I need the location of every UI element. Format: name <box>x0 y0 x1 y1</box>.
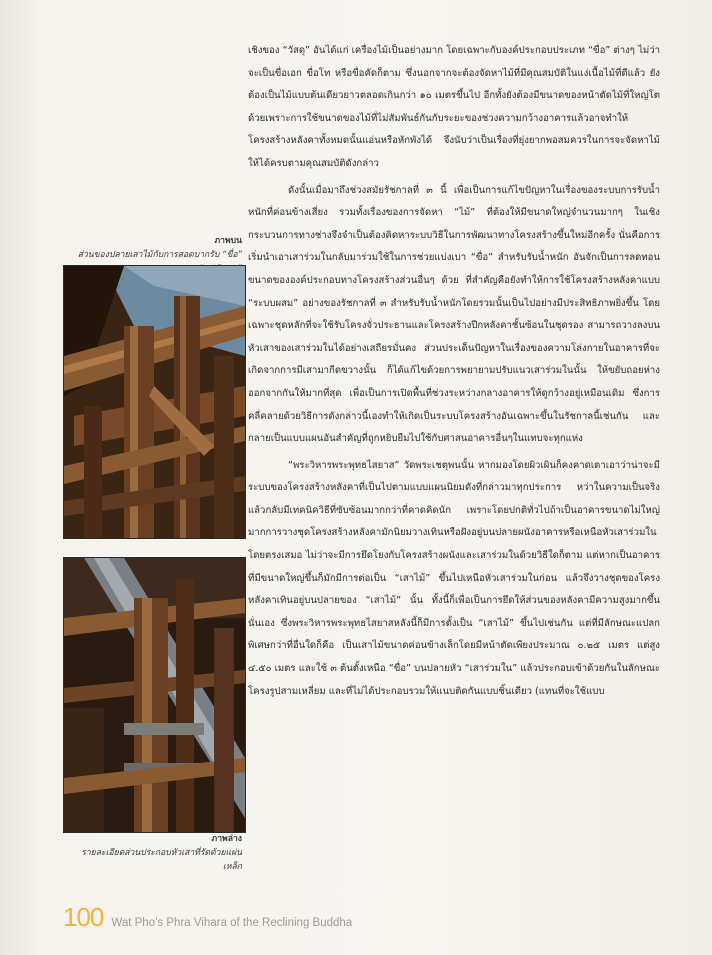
running-title: Wat Pho’s Phra Vihara of the Reclining Buddha <box>111 917 353 929</box>
page-footer <box>63 902 352 932</box>
photo-top-roof-beams <box>63 265 246 539</box>
photo-top-illustration <box>64 266 245 538</box>
main-body-text <box>248 40 660 703</box>
photo-bottom-post-detail <box>63 557 246 833</box>
caption-bottom <box>70 832 242 874</box>
caption-bottom-text: รายละเอียดส่วนประกอบหัวเสาที่รัดด้วยแผ่นเหล็ก <box>81 848 242 872</box>
paragraph-2: ดังนั้นเมื่อมาถึงช่วงสมัยรัชกาลที่ ๓ นี้ เพื่อเป็นการแก้ไขปัญหาในเรื่องของระบบการรับน้ำหนักที่ค่อนข้างเสี่ยง รวมทั้งเรื่องของการจัดหา “ไม้” ที่ต้องให้มีขนาดใหญ่จำนวนมากๆ ในเชิงกระบวนการทางช่างจึงจำเป็นต้องคิดหาระบบวิธีในการพัฒนาทางโครงสร้างขึ้นใหม่อีกครั้ง นั่นคือการเริ่มนำเอาเสาร่วมในกลับมาร่วมใช้ในการช่วยแบ่งเบา “ขื่อ” สำหรับรับน้ำหนัก อันจักเป็นการลดทอนขนาดขององค์ประกอบทางโครงสร้างส่วนอื่นๆ ด้วย ที่สำคัญคือยังทำให้การใช้โครงสร้างหลังคาแบบ “ระบบผสม” อย่างของรัชกาลที่ ๓ สำหรับรับน้ำหนักโดยรวมนั้นเป็นไปอย่างมีประสิทธิภาพยิ่งขึ้น โดยเฉพาะชุดหลักที่จะใช้รับโครงจั่วประธานและโครงสร้างปีกหลังคาชั้นซ้อนในชุดรอง สามารถวางลงบนหัวเสาของเสาร่วมในได้อย่างเสถียรมั่นคง ส่วนประเด็นปัญหาในเรื่องของความโล่งกายในอาคารที่จะเกิดจากการมีเสามากีดขวางนั้น ก็ได้แก้ไขด้วยการพยายามปรับแนวเสาร่วมในนั้น ให้ขยับถอยห่างออกจากกันให้มากที่สุด เพื่อเป็นการเปิดพื้นที่ช่วงระหว่างกลางอาคารให้ดูกว้างอยู่เหมือนเดิม ซึ่งการคลี่คลายด้วยวิธีการดังกล่าวนี้เองทำให้เกิดเป็นระบบโครงสร้างอันเฉพาะขึ้นในรัชกาลนี้เช่นกัน และกลายเป็นแบบแผนอันสำคัญที่ถูกหยิบยืมไปใช้กับศาสนอาคารอื่นๆในแทบจะทุกแห่ง <box>248 184 660 445</box>
caption-top-text: ส่วนของปลายเสาไม้กับการสอดบากรับ “ขื่อ” <box>77 250 242 260</box>
paragraph-1: เชิงของ “วัสดุ” อันได้แก่ เครื่องไม้เป็นอย่างมาก โดยเฉพาะกับองค์ประกอบประเภท “ขื่อ” ต่างๆ ไม่ว่าจะเป็นขื่อเอก ขื่อโท หรือขื่อคัดก็ตาม ซึ่งนอกจากจะต้องจัดหาไม้ที่มีคุณสมบัติในแง่เนื้อไม้ที่ดีแล้ว ยังต้องเป็นไม้แบบต้นเดียวยาวตลอดเกินกว่า ๑๐ เมตรขึ้นไป อีกทั้งยังต้องมีขนาดของหน้าตัดไม้ที่ใหญ่โตด้วยเพราะการใช้ขนาดของไม้ที่ไม่สัมพันธ์กันกับระยะของช่วงความกว้างอาคารแล้วอาจทำให้โครงสร้างหลังคาทั้งหมดนั้นแอ่นหรือหักพังได้ จึงนับว่าเป็นเรื่องที่ยุ่งยากพอสมควรในการจะจัดหาไม้ให้ได้ครบตามคุณสมบัติดังกล่าว <box>248 45 660 169</box>
page-number: 100 <box>63 902 104 932</box>
photo-bottom-illustration <box>64 558 245 832</box>
caption-top-title: ภาพบน <box>214 236 242 246</box>
caption-bottom-title: ภาพล่าง <box>211 834 242 844</box>
paragraph-3: “พระวิหารพระพุทธไสยาส” วัดพระเชตุพนนั้น หากมองโดยผิวเผินก็คงคาดเดาเอาว่าน่าจะมีระบบของโครงสร้างหลังคาที่เป็นไปตามแบบแผนนิยมดังที่กล่าวมาทุกประการ หว่าในความเป็นจริงแล้วกลับมีเทคนิควิธีที่ซับซ้อนมากกว่าที่คาดคิดนัก เพราะโดยปกติทั่วไปถ้าเป็นอาคารขนาดไม่ใหญ่มากการวางชุดโครงสร้างหลังคามักนิยมวางเทินหรือฝังอยู่บนปลายผนังอาคารหรือเหนือหัวเสาร่วมในโดยตรงเสมอ ไม่ว่าจะมีการยึดโยงกับโครงสร้างผนังและเสาร่วมในด้วยวิธีใดก็ตาม แต่หากเป็นอาคารที่มีขนาดใหญ่ขึ้นก็มักมีการต่อเป็น “เสาไม้” ขึ้นไปเหนือหัวเสาร่วมในก่อน แล้วจึงวางชุดของโครงหลังคาเทินอยู่บนปลายของ “เสาไม้” นั้น ทั้งนี้ก็เพื่อเป็นการยึดให้ส่วนของหลังคามีความสูงมากขึ้นนั่นเอง ซึ่งพระวิหารพระพุทธไสยาสหลังนี้ก็มีการตั้งเป็น “เสาไม้” ขึ้นไปเช่นกัน แต่ที่มีลักษณะแปลกพิเศษกว่าที่อื่นใดก็คือ เป็นเสาไม้ขนาดค่อนข้างเล็กโดยมีหน้าตัดเพียงประมาณ ๐.๒๕ เมตร แต่สูง ๔.๕๐ เมตร และใช้ ๓ ต้นตั้งเหนือ “ขื่อ” บนปลายหัว “เสาร่วมใน” แล้วประกอบเข้าด้วยกันในลักษณะโครงรูปสามเหลี่ยม และที่ไม่ได้ประกอบรวมให้แนบติดกันแบบชิ้นเดียว (แทนที่จะใช้แบบ <box>248 459 660 697</box>
